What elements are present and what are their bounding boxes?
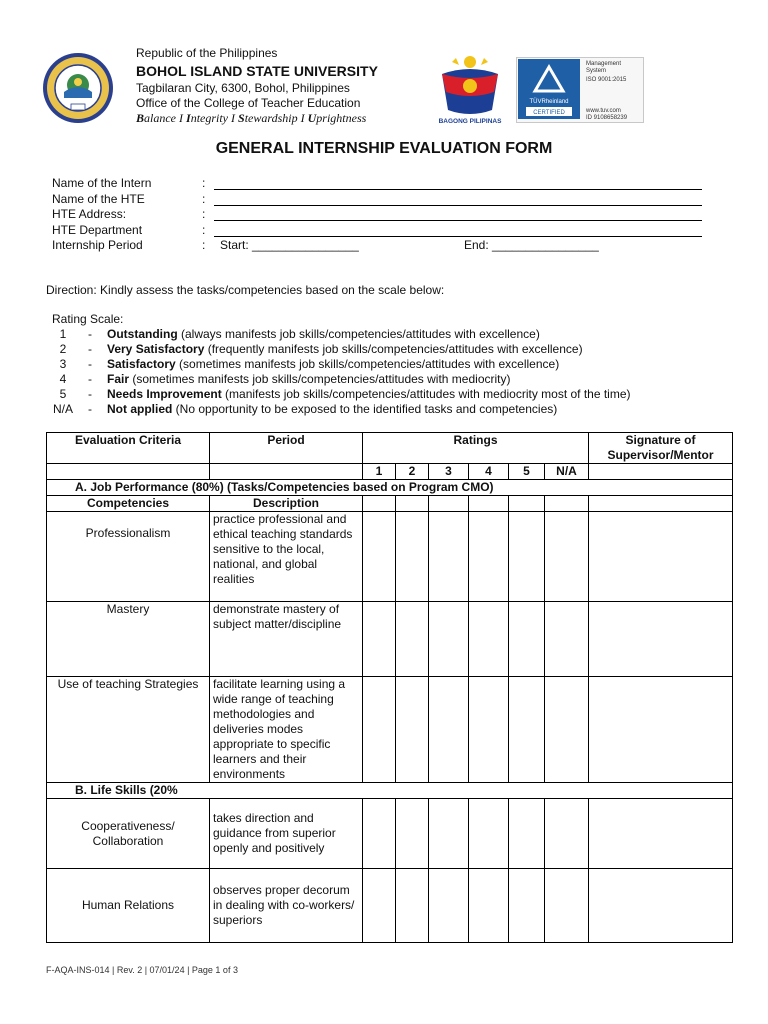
rating-col-na: N/A bbox=[545, 464, 589, 480]
hte-address-field[interactable]: HTE Address: : bbox=[52, 207, 712, 222]
rating-cell[interactable] bbox=[363, 799, 396, 869]
svg-text:CERTIFIED: CERTIFIED bbox=[533, 110, 565, 116]
competency-cell: Mastery bbox=[47, 602, 210, 677]
rating-col-1: 1 bbox=[363, 464, 396, 480]
rating-cell[interactable] bbox=[396, 869, 429, 943]
table-row bbox=[47, 799, 733, 869]
internship-period-field[interactable]: Internship Period : Start: ________________ End: ________________ bbox=[52, 238, 599, 252]
description-cell: demonstrate mastery of subject matter/discipline bbox=[210, 602, 363, 677]
rating-cell[interactable] bbox=[469, 512, 509, 602]
signature-cell[interactable] bbox=[589, 602, 733, 677]
svg-text:BAGONG PILIPINAS: BAGONG PILIPINAS bbox=[438, 118, 502, 125]
col-period-header: Period bbox=[210, 433, 363, 464]
form-title: GENERAL INTERNSHIP EVALUATION FORM bbox=[215, 140, 553, 157]
rating-cell[interactable] bbox=[396, 799, 429, 869]
rating-col-5: 5 bbox=[509, 464, 545, 480]
tuv-certification-badge: TÜVRheinland CERTIFIED Management System ISO 9001:2015 www.tuv.com ID 9108658239 bbox=[516, 57, 644, 123]
table-row bbox=[47, 677, 733, 783]
rating-cell[interactable] bbox=[545, 677, 589, 783]
header-office: Office of the College of Teacher Education bbox=[136, 96, 361, 110]
col-signature-header: Signature of Supervisor/Mentor bbox=[589, 433, 733, 464]
rating-col-3: 3 bbox=[429, 464, 469, 480]
col-ratings-header: Ratings bbox=[363, 433, 589, 464]
rating-cell[interactable] bbox=[545, 799, 589, 869]
section-a-title: A. Job Performance (80%) (Tasks/Competencies based on Program CMO) bbox=[47, 480, 733, 496]
rating-cell[interactable] bbox=[469, 869, 509, 943]
scale-item: 4 - Fair (sometimes manifests job skills/competencies/attitudes with mediocrity) bbox=[59, 372, 511, 386]
rating-cell[interactable] bbox=[363, 512, 396, 602]
header-motto: Balance I Integrity I Stewardship I Uprightness bbox=[136, 111, 367, 125]
rating-cell[interactable] bbox=[469, 602, 509, 677]
signature-cell[interactable] bbox=[589, 512, 733, 602]
rating-cell[interactable] bbox=[509, 799, 545, 869]
rating-cell[interactable] bbox=[363, 869, 396, 943]
rating-cell[interactable] bbox=[429, 869, 469, 943]
tuv-triangle-icon bbox=[518, 59, 580, 119]
signature-cell[interactable] bbox=[589, 677, 733, 783]
table-row bbox=[47, 869, 733, 943]
rating-cell[interactable] bbox=[429, 677, 469, 783]
rating-cell[interactable] bbox=[509, 512, 545, 602]
rating-cell[interactable] bbox=[469, 677, 509, 783]
scale-item: N/A - Not applied (No opportunity to be exposed to the identified tasks and competencies) bbox=[52, 402, 558, 416]
section-a-row bbox=[47, 480, 733, 496]
document-footer: F-AQA-INS-014 | Rev. 2 | 07/01/24 | Page 1 of 3 bbox=[46, 965, 238, 975]
rating-cell[interactable] bbox=[429, 602, 469, 677]
rating-number-row bbox=[47, 464, 733, 480]
description-subheader: Description bbox=[210, 496, 363, 512]
section-b-title: B. Life Skills (20% bbox=[47, 783, 733, 799]
rating-cell[interactable] bbox=[363, 602, 396, 677]
rating-scale-label: Rating Scale: bbox=[52, 312, 124, 326]
signature-cell[interactable] bbox=[589, 869, 733, 943]
table-header-row bbox=[47, 433, 733, 464]
header-university-name: BOHOL ISLAND STATE UNIVERSITY bbox=[136, 63, 378, 79]
header-republic: Republic of the Philippines bbox=[136, 46, 278, 60]
rating-cell[interactable] bbox=[545, 602, 589, 677]
rating-cell[interactable] bbox=[509, 677, 545, 783]
rating-cell[interactable] bbox=[363, 677, 396, 783]
rating-col-4: 4 bbox=[469, 464, 509, 480]
table-row bbox=[47, 512, 733, 602]
competency-cell: Use of teaching Strategies bbox=[47, 677, 210, 783]
evaluation-table bbox=[46, 432, 733, 943]
competencies-subheader: Competencies bbox=[47, 496, 210, 512]
rating-cell[interactable] bbox=[545, 869, 589, 943]
competency-cell: Cooperativeness/ Collaboration bbox=[47, 799, 210, 869]
scale-item: 5 - Needs Improvement (manifests job skills/competencies/attitudes with mediocrity most of the time) bbox=[59, 387, 631, 401]
description-cell: observes proper decorum in dealing with co-workers/ superiors bbox=[210, 869, 363, 943]
hte-department-field[interactable]: HTE Department : bbox=[52, 223, 712, 238]
signature-cell[interactable] bbox=[589, 799, 733, 869]
hte-name-field[interactable]: Name of the HTE : bbox=[52, 192, 712, 207]
bagong-pilipinas-logo bbox=[432, 52, 508, 126]
description-cell: takes direction and guidance from superior openly and positively bbox=[210, 799, 363, 869]
header-address: Tagbilaran City, 6300, Bohol, Philippines bbox=[136, 81, 350, 95]
rating-cell[interactable] bbox=[396, 512, 429, 602]
rating-cell[interactable] bbox=[396, 677, 429, 783]
rating-col-2: 2 bbox=[396, 464, 429, 480]
competency-cell: Human Relations bbox=[47, 869, 210, 943]
rating-cell[interactable] bbox=[509, 869, 545, 943]
rating-cell[interactable] bbox=[396, 602, 429, 677]
rating-cell[interactable] bbox=[509, 602, 545, 677]
competency-cell: Professionalism bbox=[47, 512, 210, 602]
svg-text:TÜVRheinland: TÜVRheinland bbox=[529, 99, 569, 105]
description-cell: facilitate learning using a wide range of teaching methodologies and deliveries modes appropriate to specific learners and their environments bbox=[210, 677, 363, 783]
description-cell: practice professional and ethical teaching standards sensitive to the local, national, and global realities bbox=[210, 512, 363, 602]
section-b-row bbox=[47, 783, 733, 799]
scale-item: 3 - Satisfactory (sometimes manifests job skills/competencies/attitudes with excellence) bbox=[59, 357, 560, 371]
university-seal-logo bbox=[42, 52, 114, 124]
period-start: Start: ________________ bbox=[220, 238, 359, 252]
direction-text: Direction: Kindly assess the tasks/competencies based on the scale below: bbox=[46, 283, 445, 297]
subheader-row bbox=[47, 496, 733, 512]
rating-cell[interactable] bbox=[429, 799, 469, 869]
scale-item: 1 - Outstanding (always manifests job skills/competencies/attitudes with excellence) bbox=[59, 327, 540, 341]
rating-cell[interactable] bbox=[545, 512, 589, 602]
col-criteria-header: Evaluation Criteria bbox=[47, 433, 210, 464]
scale-item: 2 - Very Satisfactory (frequently manifests job skills/competencies/attitudes with excellence) bbox=[59, 342, 583, 356]
intern-name-field[interactable]: Name of the Intern : bbox=[52, 176, 712, 191]
rating-cell[interactable] bbox=[429, 512, 469, 602]
rating-cell[interactable] bbox=[469, 799, 509, 869]
table-row bbox=[47, 602, 733, 677]
period-end: End: ________________ bbox=[464, 238, 599, 252]
